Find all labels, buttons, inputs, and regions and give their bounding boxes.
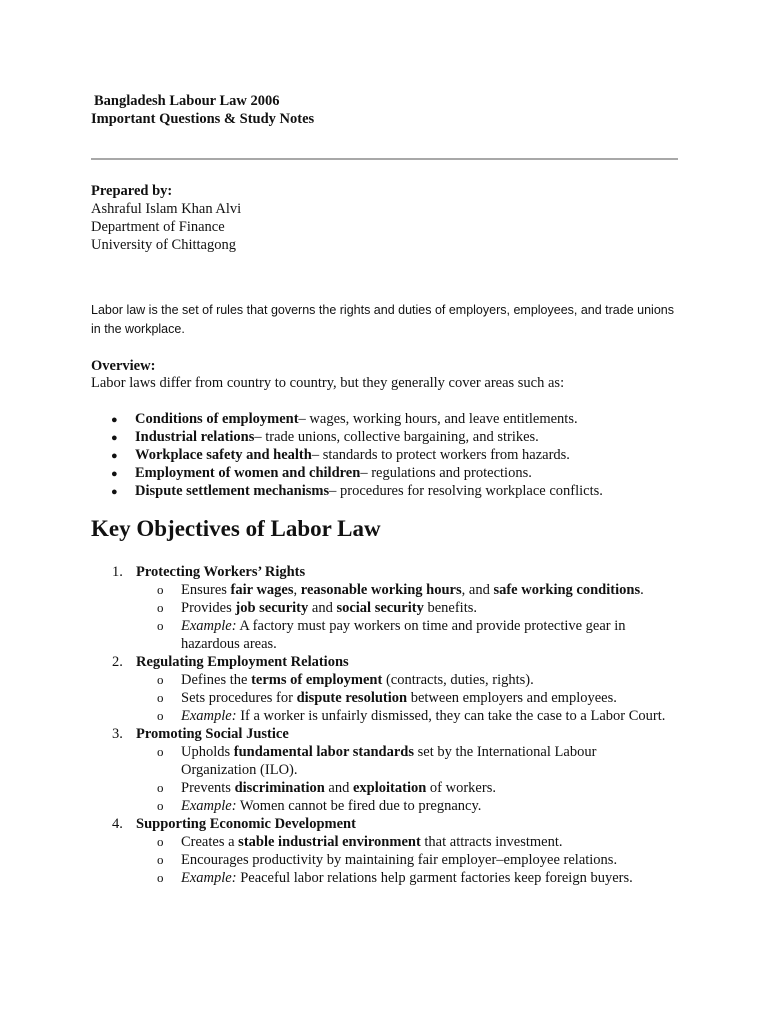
subpoint-text bbox=[181, 599, 675, 617]
text-segment: and bbox=[324, 780, 353, 796]
text-segment: of workers. bbox=[426, 780, 496, 796]
subpoint-text bbox=[181, 779, 675, 797]
text-segment: benefits. bbox=[423, 600, 477, 616]
subpoint-text bbox=[181, 833, 675, 851]
example-label: Example: bbox=[181, 798, 237, 814]
objective-heading bbox=[91, 563, 681, 581]
bullet-term: Industrial relations bbox=[135, 429, 255, 445]
bullet-term: Dispute settlement mechanisms bbox=[135, 483, 330, 499]
text-segment: , and bbox=[461, 582, 494, 598]
circle-bullet-icon: o bbox=[157, 672, 164, 687]
objective-subpoint bbox=[91, 689, 681, 707]
emphasis-text: fundamental labor standards bbox=[233, 744, 414, 760]
bullet-term: Workplace safety and health bbox=[135, 447, 312, 463]
objective-number: 2. bbox=[112, 654, 123, 670]
emphasis-text: safe working conditions bbox=[493, 582, 641, 598]
bullet-dot-icon: ● bbox=[111, 414, 118, 426]
text-segment: Sets procedures for bbox=[181, 690, 297, 706]
text-segment: Creates a bbox=[181, 834, 239, 850]
intro-paragraph: Labor law is the set of rules that governs the rights and duties of employers, employees, and trade unions in the workplace. bbox=[91, 303, 674, 336]
bullet-item bbox=[111, 410, 603, 428]
circle-bullet-icon: o bbox=[157, 834, 164, 849]
subpoint-text bbox=[181, 617, 675, 653]
bullet-description: – standards to protect workers from hazards. bbox=[311, 447, 570, 463]
subpoint-text bbox=[181, 581, 675, 599]
objective-subpoint bbox=[91, 599, 681, 617]
subpoint-text bbox=[181, 797, 675, 815]
objective-subpoint bbox=[91, 581, 681, 599]
bullet-description: – procedures for resolving workplace conflicts. bbox=[329, 483, 603, 499]
document-subtitle: Important Questions & Study Notes bbox=[91, 111, 315, 127]
circle-bullet-icon: o bbox=[157, 744, 164, 759]
prepared-by-block bbox=[91, 182, 241, 254]
text-segment: A factory must pay workers on time and provide protective gear in hazardous areas. bbox=[181, 618, 626, 652]
overview-heading: Overview: bbox=[91, 358, 156, 374]
text-segment: between employers and employees. bbox=[407, 690, 617, 706]
emphasis-text: job security bbox=[235, 600, 309, 616]
horizontal-divider bbox=[91, 158, 678, 160]
circle-bullet-icon: o bbox=[157, 852, 164, 867]
text-segment: Provides bbox=[181, 600, 236, 616]
emphasis-text: terms of employment bbox=[251, 672, 383, 688]
objective-item bbox=[91, 725, 681, 815]
circle-bullet-icon: o bbox=[157, 582, 164, 597]
text-segment: If a worker is unfairly dismissed, they can take the case to a Labor Court. bbox=[236, 708, 666, 724]
text-segment: Prevents bbox=[181, 780, 235, 796]
objective-subpoint bbox=[91, 851, 681, 869]
bullet-item bbox=[111, 446, 603, 464]
text-segment: . bbox=[640, 582, 644, 598]
overview-block bbox=[91, 358, 564, 392]
circle-bullet-icon: o bbox=[157, 780, 164, 795]
bullet-dot-icon: ● bbox=[111, 432, 118, 444]
bullet-description: – regulations and protections. bbox=[360, 465, 532, 481]
section-heading: Key Objectives of Labor Law bbox=[91, 516, 381, 541]
bullet-term: Employment of women and children bbox=[135, 465, 361, 481]
objective-title: Regulating Employment Relations bbox=[136, 654, 349, 670]
objective-item bbox=[91, 653, 681, 725]
objective-subpoint bbox=[91, 671, 681, 689]
emphasis-text: social security bbox=[336, 600, 424, 616]
prepared-by-heading: Prepared by: bbox=[91, 183, 173, 199]
emphasis-text: stable industrial environment bbox=[238, 834, 421, 850]
overview-text: Labor laws differ from country to country, but they generally cover areas such as: bbox=[91, 375, 565, 391]
subpoint-text bbox=[181, 743, 675, 779]
objective-subpoint bbox=[91, 797, 681, 815]
objectives-list bbox=[91, 563, 681, 887]
bullet-dot-icon: ● bbox=[111, 450, 118, 462]
emphasis-text: fair wages bbox=[230, 582, 294, 598]
author-university: University of Chittagong bbox=[91, 237, 236, 253]
bullet-item bbox=[111, 428, 603, 446]
example-label: Example: bbox=[181, 870, 237, 886]
bullet-dot-icon: ● bbox=[111, 486, 118, 498]
bullet-item bbox=[111, 482, 603, 500]
objective-number: 4. bbox=[112, 816, 123, 832]
objective-heading bbox=[91, 725, 681, 743]
text-segment: Women cannot be fired due to pregnancy. bbox=[236, 798, 482, 814]
text-segment: Upholds bbox=[181, 744, 234, 760]
circle-bullet-icon: o bbox=[157, 690, 164, 705]
circle-bullet-icon: o bbox=[157, 870, 164, 885]
text-segment: Ensures bbox=[181, 582, 231, 598]
objective-subpoint bbox=[91, 707, 681, 725]
overview-bullet-list bbox=[111, 410, 603, 500]
objective-heading bbox=[91, 815, 681, 833]
emphasis-text: reasonable working hours bbox=[300, 582, 462, 598]
example-label: Example: bbox=[181, 708, 237, 724]
objective-subpoint bbox=[91, 743, 681, 779]
objective-number: 1. bbox=[112, 564, 123, 580]
author-department: Department of Finance bbox=[91, 219, 225, 235]
text-segment: , bbox=[293, 582, 301, 598]
objective-subpoint bbox=[91, 617, 681, 653]
objective-subpoint bbox=[91, 833, 681, 851]
text-segment: that attracts investment. bbox=[420, 834, 563, 850]
text-segment: Defines the bbox=[181, 672, 252, 688]
emphasis-text: exploitation bbox=[352, 780, 427, 796]
bullet-term: Conditions of employment bbox=[135, 411, 299, 427]
subpoint-text bbox=[181, 707, 675, 725]
text-segment: and bbox=[308, 600, 337, 616]
example-label: Example: bbox=[181, 618, 237, 634]
subpoint-text bbox=[181, 671, 675, 689]
objective-number: 3. bbox=[112, 726, 123, 742]
emphasis-text: discrimination bbox=[234, 780, 325, 796]
subpoint-text bbox=[181, 689, 675, 707]
circle-bullet-icon: o bbox=[157, 618, 164, 633]
text-segment: (contracts, duties, rights). bbox=[382, 672, 534, 688]
bullet-dot-icon: ● bbox=[111, 468, 118, 480]
emphasis-text: dispute resolution bbox=[296, 690, 408, 706]
circle-bullet-icon: o bbox=[157, 600, 164, 615]
objective-subpoint bbox=[91, 779, 681, 797]
subpoint-text bbox=[181, 869, 675, 887]
objective-subpoint bbox=[91, 869, 681, 887]
objective-item bbox=[91, 815, 681, 887]
author-name: Ashraful Islam Khan Alvi bbox=[91, 201, 242, 217]
document-title: Bangladesh Labour Law 2006 bbox=[94, 93, 280, 109]
bullet-item bbox=[111, 464, 603, 482]
objective-title: Promoting Social Justice bbox=[136, 726, 289, 742]
subpoint-text bbox=[181, 851, 675, 869]
circle-bullet-icon: o bbox=[157, 798, 164, 813]
text-segment: set by the International Labour Organization (ILO). bbox=[181, 744, 597, 778]
circle-bullet-icon: o bbox=[157, 708, 164, 723]
text-segment: Encourages productivity by maintaining fair employer–employee relations. bbox=[181, 852, 618, 868]
objective-item bbox=[91, 563, 681, 653]
objective-title: Supporting Economic Development bbox=[136, 816, 356, 832]
objective-heading bbox=[91, 653, 681, 671]
objective-title: Protecting Workers’ Rights bbox=[136, 564, 306, 580]
bullet-description: – wages, working hours, and leave entitlements. bbox=[298, 411, 578, 427]
text-segment: Peaceful labor relations help garment factories keep foreign buyers. bbox=[236, 870, 633, 886]
bullet-description: – trade unions, collective bargaining, and strikes. bbox=[254, 429, 539, 445]
